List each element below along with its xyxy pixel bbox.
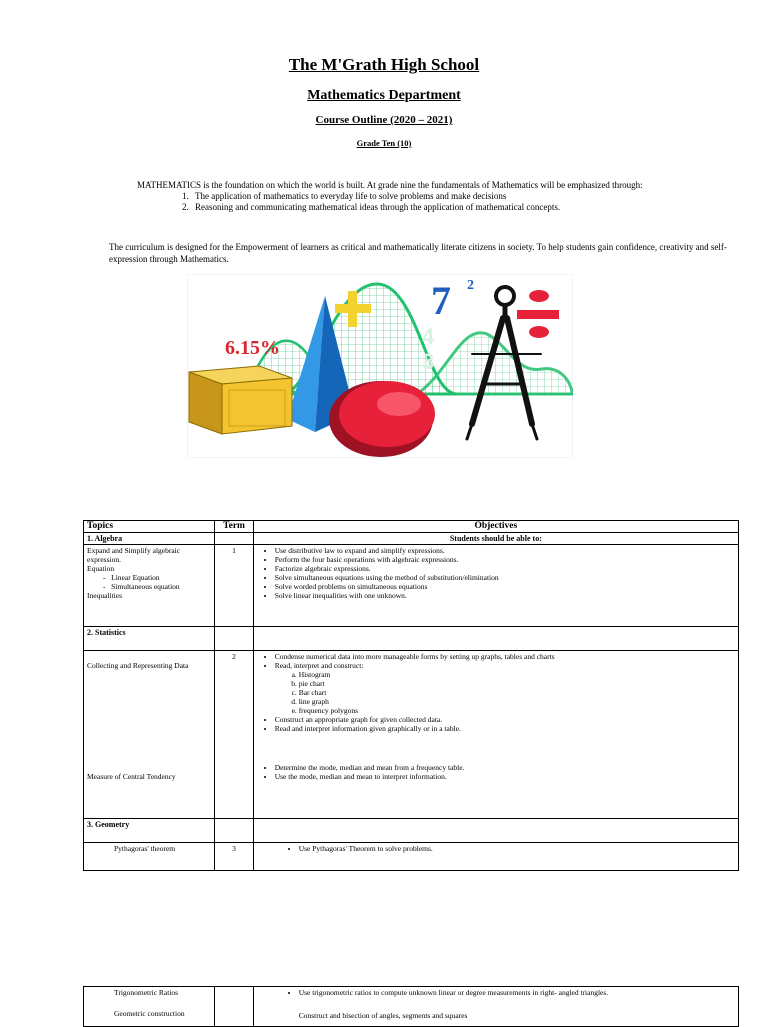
course-table [83,520,739,871]
objectives-cell [253,651,738,819]
table-row [84,987,739,1027]
objective-item: • Solve simultaneous equations using the method of substitution/elimination [275,573,735,582]
objective-item: • Solve linear inequalities with one unknown. [275,591,735,600]
chart-type-item: e. frequency polygons [299,706,735,715]
section-title: 2. Statistics [84,627,215,651]
cube-icon [189,366,292,434]
seven-label: 7 [431,278,451,323]
objective-item: • Construct an appropriate graph for given collected data. [275,715,735,724]
objective-item: • Factorize algebraic expressions. [275,564,735,573]
topic-cell [84,651,215,819]
objective-item: • Condense numerical data into more manageable forms by setting up graphs, tables and charts [275,652,735,661]
term-cell: 3 [215,843,253,871]
objective-item: • Solve worded problems on simultaneous equations [275,582,735,591]
objective-item: • Determine the mode, median and mean from a frequency table. [275,763,735,772]
topic-line: Inequalities [87,591,122,600]
chart-type-item: a. Histogram [299,670,735,679]
topic-cell: Pythagoras' theorem [84,843,215,871]
table-row [84,651,739,819]
header-topics: Topics [84,521,215,533]
term-cell: 1 [215,545,253,627]
objective-item: • Perform the four basic operations with algebraic expressions. [275,555,735,564]
topic-cell [84,545,215,627]
chart-type-item: b. pie chart [299,679,735,688]
curriculum-paragraph: The curriculum is designed for the Empowerment of learners as critical and mathematically literate citizens in society. To help students gain confidence, creativity and self-expression through Mathematics. [109,242,727,264]
objectives-cell [253,545,738,627]
objective-item: • Use Pythagoras' Theorem to solve problems. [299,844,735,853]
table-header-row [84,521,739,533]
grade-title: Grade Ten (10) [356,138,412,148]
math-clipart [187,274,573,458]
intro-point: 1. The application of mathematics to everyday life to solve problems and make decisions [191,191,717,202]
section-row-algebra [84,533,739,545]
term-cell: 2 [215,651,253,819]
objective-item: • Read and interpret information given graphically or in a table. [275,724,735,733]
sub-topic: - Simultaneous equation [103,582,211,591]
intro-text: MATHEMATICS is the foundation on which the world is built. At grade nine the fundamentals of Mathematics will be emphasized through: [137,180,643,190]
svg-text:3: 3 [422,349,435,374]
topic-line: Geometric construction [114,1009,185,1018]
chart-type-item: d. line graph [299,697,735,706]
chart-type-item: c. Bar chart [299,688,735,697]
table-row [84,843,739,871]
section-row-geometry [84,819,739,843]
intro-points [137,191,717,213]
section-row-statistics [84,627,739,651]
intro-paragraph [137,180,717,213]
objectives-cell [253,843,738,871]
header-term: Term [215,521,253,533]
topic-line: Expand and Simplify algebraic expression. [87,546,181,564]
topic-line: Equation [87,564,115,573]
intro-point: 2. Reasoning and communicating mathematical ideas through the application of mathematical concepts. [191,202,717,213]
section-subheading: Students should be able to: [253,533,738,545]
objective-item: • Use trigonometric ratios to compute unknown linear or degree measurements in right- angled triangles. [299,988,735,997]
objectives-cell [253,987,738,1027]
exponent-label: 2 [467,278,474,293]
objective-item: • Use the mode, median and mean to interpret information. [275,772,735,781]
school-title: The M'Grath High School [288,55,480,74]
course-title: Course Outline (2020 – 2021) [315,114,453,126]
department-title: Mathematics Department [307,88,461,103]
objective-partial: Construct and bisection of angles, segments and squares [298,1011,468,1020]
topic-line: Collecting and Representing Data [87,661,189,670]
objective-item [275,661,735,715]
objective-item: • Use distributive law to expand and simplify expressions. [275,546,735,555]
section-title: 1. Algebra [84,533,215,545]
table-row [84,545,739,627]
topic-cell [84,987,215,1027]
svg-text:4: 4 [422,324,435,349]
header-objectives: Objectives [253,521,738,533]
course-table-continued [83,986,739,1027]
sub-topic: - Linear Equation [103,573,211,582]
topic-line: Measure of Central Tendency [87,772,176,781]
section-title: 3. Geometry [84,819,215,843]
topic-line: Trigonometric Ratios [114,988,179,997]
objective-text: Read, interpret and construct: [274,661,364,670]
percent-label: 6.15% [225,337,280,359]
